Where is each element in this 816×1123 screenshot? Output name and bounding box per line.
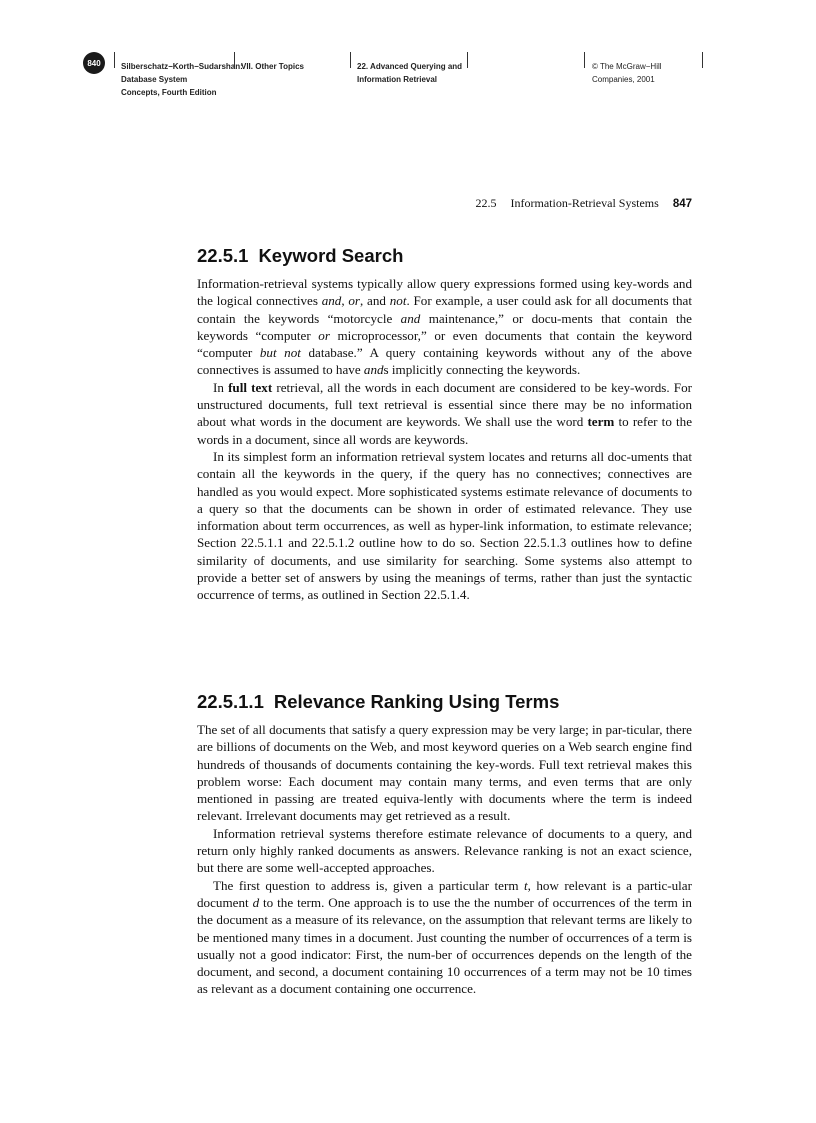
chapter-title <box>357 60 462 86</box>
emphasis: and <box>400 310 421 326</box>
paragraph: The set of all documents that satisfy a query expression may be very large; in par-ticular, there are billions of documents on the Web, and most keyword queries on a Web search engine find hundreds of thousands of documents containing the key-words. Full text retrieval makes this problem worse: Each document may contain many terms, and even terms that are only mentioned in passing are treated equiva-lently with documents where the term is indeed relevant. Irrelevant documents may get retrieved as a result. <box>197 722 692 824</box>
header-divider <box>234 52 235 68</box>
book-title <box>121 60 243 99</box>
header-divider <box>467 52 468 68</box>
copyright <box>592 60 662 86</box>
paragraph: Information retrieval systems therefore estimate relevance of documents to a query, and return only highly ranked documents as answers. Relevance ranking is not an exact science, but there are some well-accepted approaches. <box>197 825 692 876</box>
text-run: , how relevant is a partic-ular document <box>197 877 692 910</box>
defined-term: full text <box>228 379 273 395</box>
section-number: 22.5.1 <box>197 245 249 266</box>
part-title <box>241 60 304 73</box>
book-title-line: Concepts, Fourth Edition <box>121 88 217 97</box>
text-run: Information-retrieval systems typically allow query expressions formed using key-words and the logical connectives <box>197 276 692 309</box>
defined-term: term <box>587 414 615 430</box>
text-run: database.” A query containing keywords without any of the above connectives is assumed to have <box>197 345 692 378</box>
section-keyword-search <box>197 245 692 604</box>
emphasis: or <box>318 327 330 343</box>
chapter-title-line: 22. Advanced Querying and <box>357 62 463 71</box>
copyright-line: © The McGraw−Hill <box>592 62 662 71</box>
header-divider <box>702 52 703 68</box>
emphasis: or <box>348 293 361 309</box>
running-head-section: 22.5 <box>475 196 497 210</box>
header-divider <box>584 52 585 68</box>
section-relevance-ranking <box>197 691 692 998</box>
text-run: In <box>213 379 229 395</box>
text-run: to refer to the words in a document, since all words are keywords. <box>197 414 693 447</box>
emphasis: not <box>389 293 407 309</box>
part-title-line: VII. Other Topics <box>241 62 304 71</box>
section-heading <box>197 245 692 267</box>
paragraph: In its simplest form an information retrieval system locates and returns all doc-uments that contain all the keywords in the query, if the query has no connectives; connectives are handled as you would expect. More sophisticated systems estimate relevance of documents to a query so that the documents can be shown in order of estimated relevance. They use information about term occurrences, as well as hyper-link information, to estimate relevance; Section 22.5.1.1 and 22.5.1.2 outline how to do so. Section 22.5.1.3 outlines how to define similarity of documents, and use similarity for searching. Some systems also attempt to provide a better set of answers by using the meanings of terms, rather than just the syntactic occurrence of terms, as outlined in Section 22.5.1.4. <box>197 448 692 603</box>
running-head-title: Information-Retrieval Systems <box>510 196 659 210</box>
page-badge: 840 <box>83 52 105 74</box>
text-run: , <box>341 293 349 309</box>
math-variable: d <box>252 894 260 910</box>
running-head <box>440 196 692 211</box>
paragraph <box>197 275 692 379</box>
subsection-heading <box>197 691 692 713</box>
text-run: The first question to address is, given a particular term <box>213 877 524 893</box>
paragraph <box>197 877 692 998</box>
text-run: . For example, a user could ask for all documents that contain the keywords “motorcycle <box>197 293 692 326</box>
header-divider <box>114 52 115 68</box>
emphasis: and <box>363 362 384 378</box>
text-run: microprocessor,” or even documents that contain the keyword “computer <box>197 327 692 361</box>
paragraph <box>197 379 692 448</box>
text-run: s implicitly connecting the keywords. <box>383 362 581 378</box>
copyright-line: Companies, 2001 <box>592 75 655 84</box>
header-divider <box>350 52 351 68</box>
math-variable: t <box>523 877 528 893</box>
emphasis: and <box>321 293 342 309</box>
book-title-line: Database System <box>121 75 188 84</box>
emphasis: but not <box>259 345 301 361</box>
text-run: to the term. One approach is to use the the number of occurrences of the term in the document as a measure of its relevance, on the assumption that relevant terms are likely to be mentioned many times in a document. Just counting the number of occurrences of a term is usually not a good indicator: First, the num-ber of occurrences depends on the length of the document, and second, a document containing 10 occurrences of a term may not be 10 times as relevant as a document containing one occurrence. <box>197 894 692 997</box>
text-run: retrieval, all the words in each document are considered to be key-words. For unstructured documents, full text retrieval is essential since there may be no information about what words in the document are keywords. We shall use the word <box>197 379 692 430</box>
chapter-title-line: Information Retrieval <box>357 75 438 84</box>
subsection-number: 22.5.1.1 <box>197 691 264 712</box>
book-title-line: Silberschatz−Korth−Sudarshan: <box>121 62 243 71</box>
text-run: , and <box>360 293 390 309</box>
section-title: Keyword Search <box>258 245 404 266</box>
text-run: maintenance,” or docu-ments that contain the keywords “computer <box>197 310 692 343</box>
subsection-title: Relevance Ranking Using Terms <box>273 691 560 712</box>
page-number: 847 <box>672 198 692 210</box>
